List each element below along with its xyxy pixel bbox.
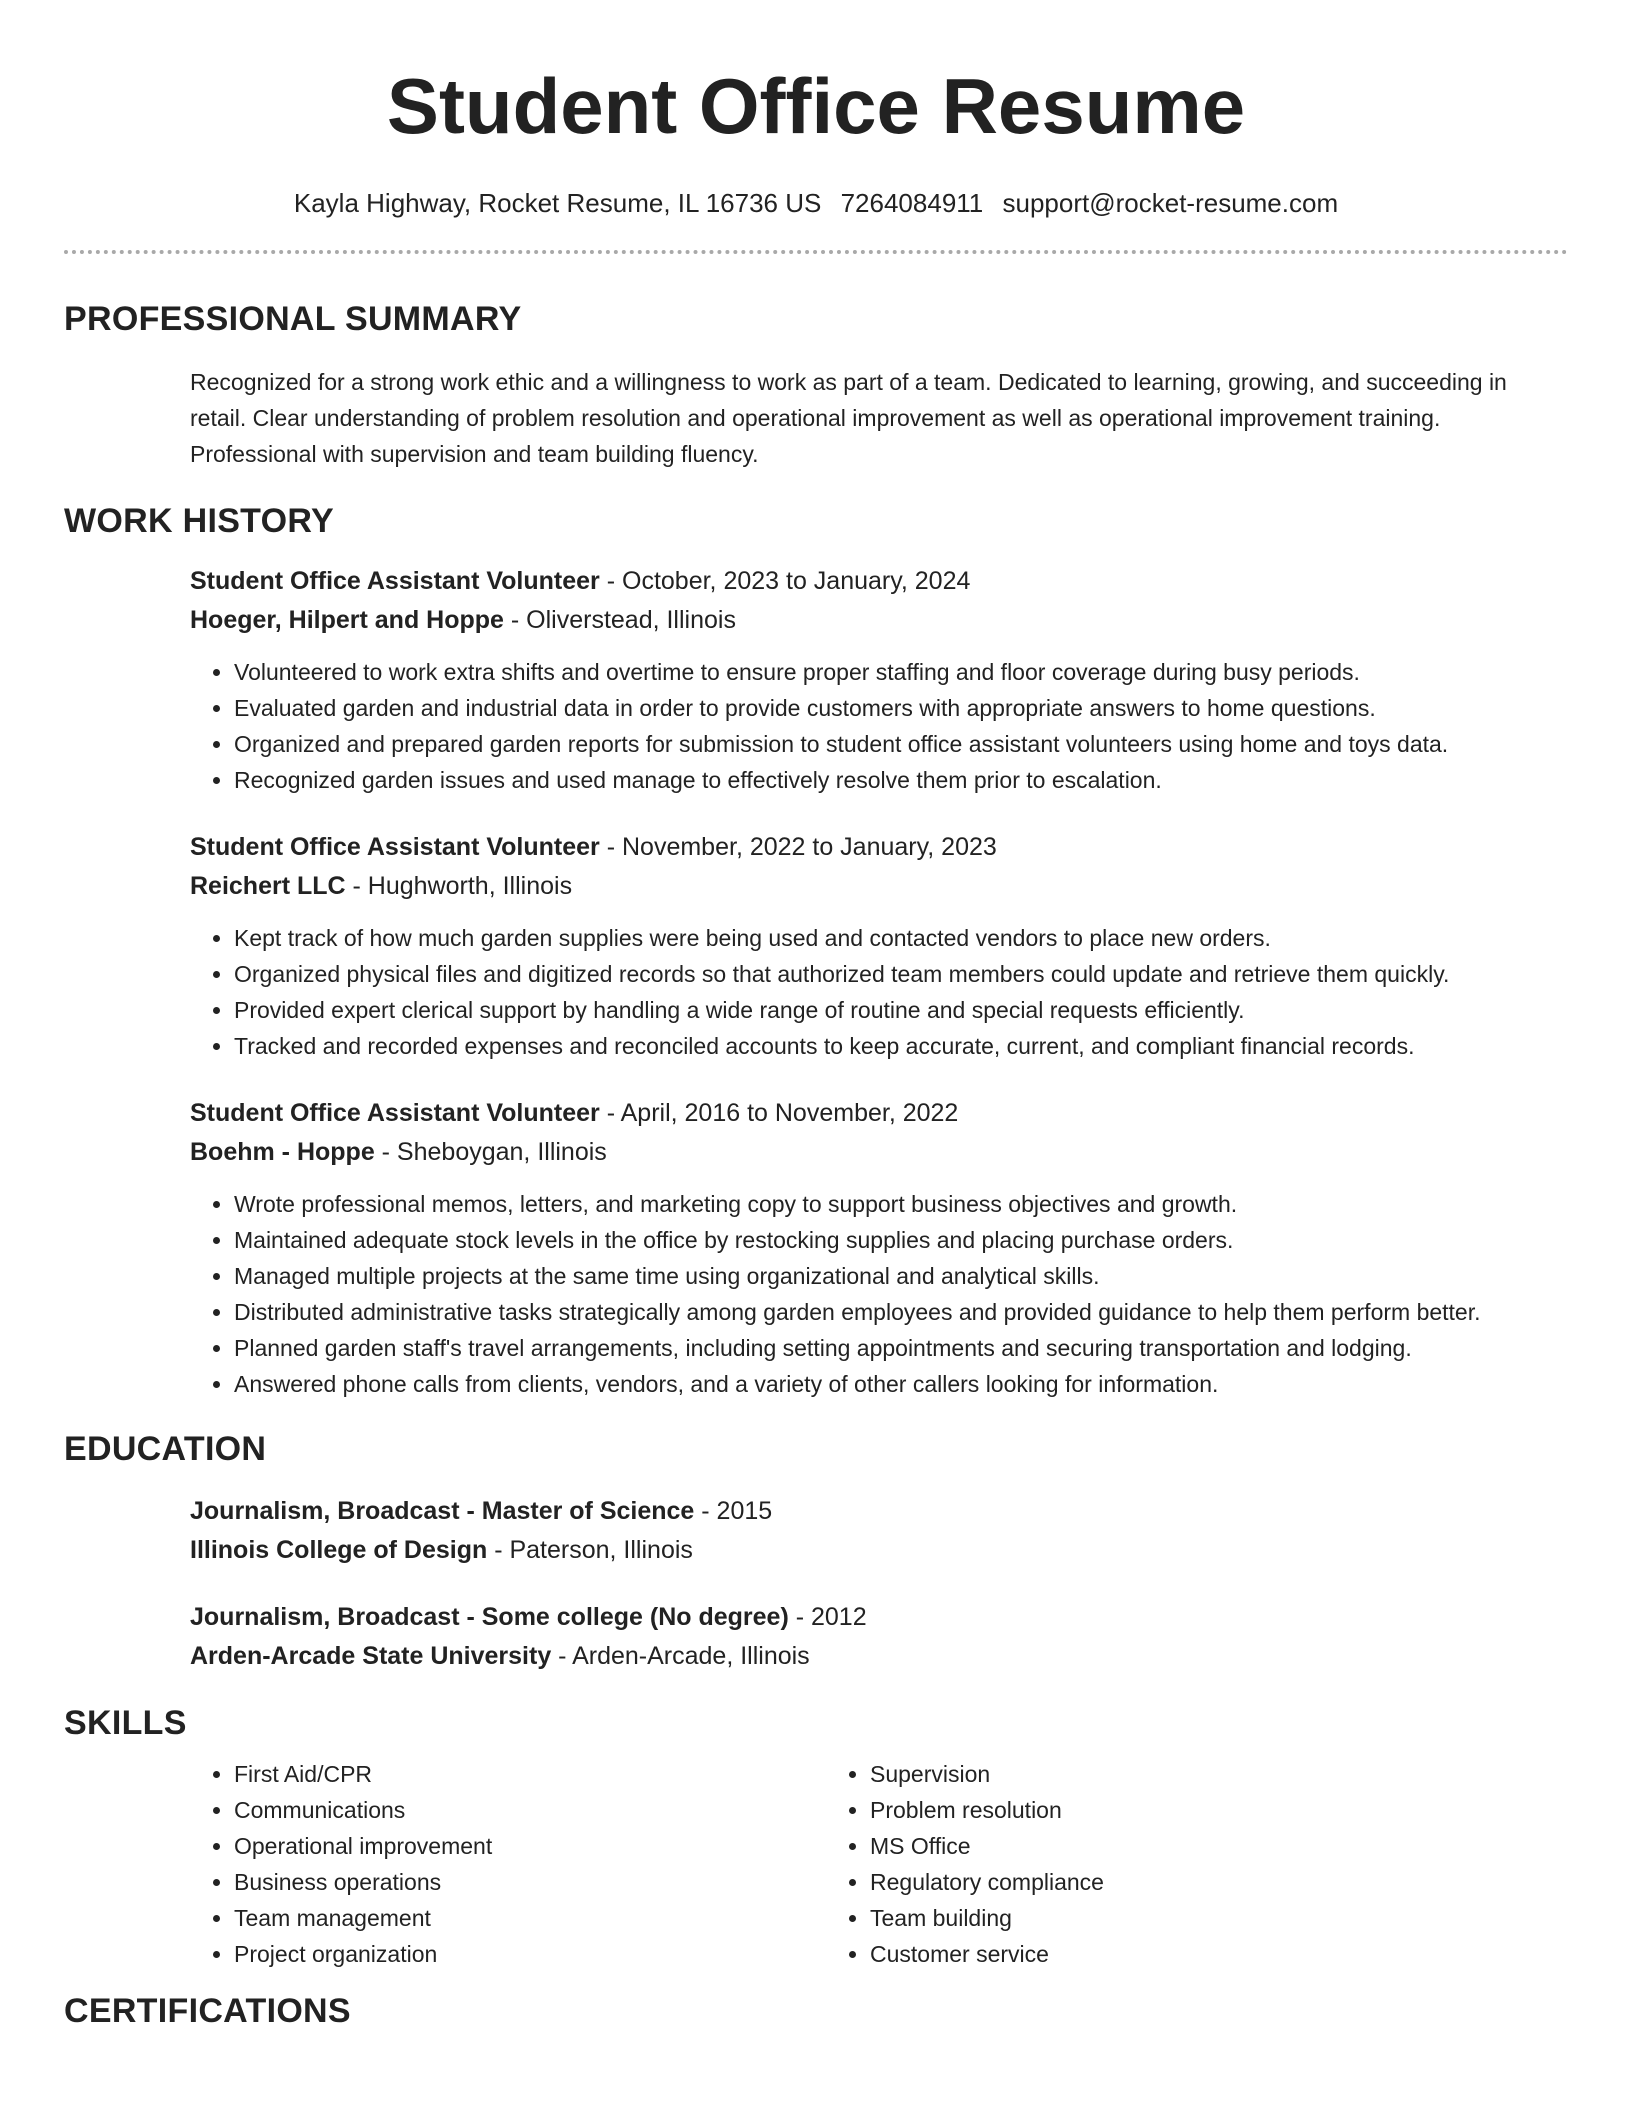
job-bullet: • Volunteered to work extra shifts and overtime to ensure proper staffing and floor coverage during busy periods. [234,654,1568,690]
job-bullet: • Distributed administrative tasks strategically among garden employees and provided guidance to help them perform better. [234,1294,1568,1330]
job-bullet: • Maintained adequate stock levels in the office by restocking supplies and placing purchase orders. [234,1222,1568,1258]
contact-phone: 7264084911 [840,188,984,218]
job-title-line [190,1094,1568,1133]
degree-name: Journalism, Broadcast - Master of Science [190,1497,695,1525]
job-dates: - October, 2023 to January, 2024 [599,567,971,595]
job-entry [190,828,1568,1064]
school-name: Arden-Arcade State University [190,1642,552,1670]
job-title-line [190,828,1568,867]
skill-item: • Operational improvement [234,1828,826,1864]
summary-text: Recognized for a strong work ethic and a willingness to work as part of a team. Dedicated to learning, growing, and succeeding in retail. Clear understanding of problem resolution and operational improvement as well as operational improvement training. Professional with supervision and team building fluency. [190,369,1507,467]
skills-column-left [190,1756,826,1972]
job-bullet: • Provided expert clerical support by handling a wide range of routine and special requests efficiently. [234,992,1568,1028]
education-entry [190,1598,1568,1676]
school-location: - Arden-Arcade, Illinois [551,1642,810,1670]
job-company-line [190,601,1568,640]
job-bullets [190,920,1568,1064]
skill-item: • Communications [234,1792,826,1828]
skill-item: • Team building [870,1900,1462,1936]
skill-item: • Project organization [234,1936,826,1972]
job-company: Hoeger, Hilpert and Hoppe [190,606,504,634]
degree-year: - 2012 [788,1603,867,1631]
summary-heading: PROFESSIONAL SUMMARY [64,300,522,338]
job-dates: - November, 2022 to January, 2023 [599,833,997,861]
job-location: - Hughworth, Illinois [345,872,573,900]
skills-grid [190,1756,1568,1972]
skills-heading: SKILLS [64,1704,187,1742]
job-bullet: • Tracked and recorded expenses and reconciled accounts to keep accurate, current, and compliant financial records. [234,1028,1568,1064]
school-line [190,1637,1568,1676]
contact-email: support@rocket-resume.com [1002,188,1339,218]
header-divider [64,250,1568,254]
degree-line [190,1492,1568,1531]
skill-item: • Problem resolution [870,1792,1462,1828]
work-history-heading: WORK HISTORY [64,502,334,540]
degree-line [190,1598,1568,1637]
education-list [190,1492,1568,1676]
work-history-list [190,562,1568,1402]
degree-name: Journalism, Broadcast - Some college (No degree) [190,1603,789,1631]
job-bullet: • Wrote professional memos, letters, and marketing copy to support business objectives and growth. [234,1186,1568,1222]
job-bullet: • Planned garden staff's travel arrangements, including setting appointments and securing transportation and lodging. [234,1330,1568,1366]
job-bullet: • Recognized garden issues and used manage to effectively resolve them prior to escalation. [234,762,1568,798]
job-bullet: • Kept track of how much garden supplies were being used and contacted vendors to place new orders. [234,920,1568,956]
job-location: - Oliverstead, Illinois [503,606,736,634]
job-title-line [190,562,1568,601]
job-title: Student Office Assistant Volunteer [190,833,600,861]
job-bullet: • Organized and prepared garden reports for submission to student office assistant volunteers using home and toys data. [234,726,1568,762]
job-bullet: • Answered phone calls from clients, vendors, and a variety of other callers looking for information. [234,1366,1568,1402]
job-company: Boehm - Hoppe [190,1138,375,1166]
job-company-line [190,867,1568,906]
job-bullets [190,654,1568,798]
skill-item: • Supervision [870,1756,1462,1792]
job-company-line [190,1133,1568,1172]
degree-year: - 2015 [694,1497,773,1525]
education-entry [190,1492,1568,1570]
school-name: Illinois College of Design [190,1536,488,1564]
job-bullet: • Organized physical files and digitized records so that authorized team members could update and retrieve them quickly. [234,956,1568,992]
contact-line [64,186,1568,220]
education-heading: EDUCATION [64,1430,267,1468]
job-title: Student Office Assistant Volunteer [190,567,600,595]
skill-item: • Team management [234,1900,826,1936]
job-dates: - April, 2016 to November, 2022 [599,1099,959,1127]
skill-item: • Customer service [870,1936,1462,1972]
contact-address: Kayla Highway, Rocket Resume, IL 16736 US [293,188,822,218]
skills-column-right [826,1756,1462,1972]
skill-item: • MS Office [870,1828,1462,1864]
job-company: Reichert LLC [190,872,346,900]
job-bullets [190,1186,1568,1402]
school-location: - Paterson, Illinois [487,1536,693,1564]
school-line [190,1531,1568,1570]
skill-item: • First Aid/CPR [234,1756,826,1792]
job-bullet: • Managed multiple projects at the same time using organizational and analytical skills. [234,1258,1568,1294]
skill-item: • Regulatory compliance [870,1864,1462,1900]
certifications-heading: CERTIFICATIONS [64,1992,351,2030]
job-entry [190,562,1568,798]
job-location: - Sheboygan, Illinois [374,1138,607,1166]
resume-title: Student Office Resume [386,62,1246,150]
skill-item: • Business operations [234,1864,826,1900]
job-entry [190,1094,1568,1402]
job-bullet: • Evaluated garden and industrial data in order to provide customers with appropriate answers to home questions. [234,690,1568,726]
job-title: Student Office Assistant Volunteer [190,1099,600,1127]
